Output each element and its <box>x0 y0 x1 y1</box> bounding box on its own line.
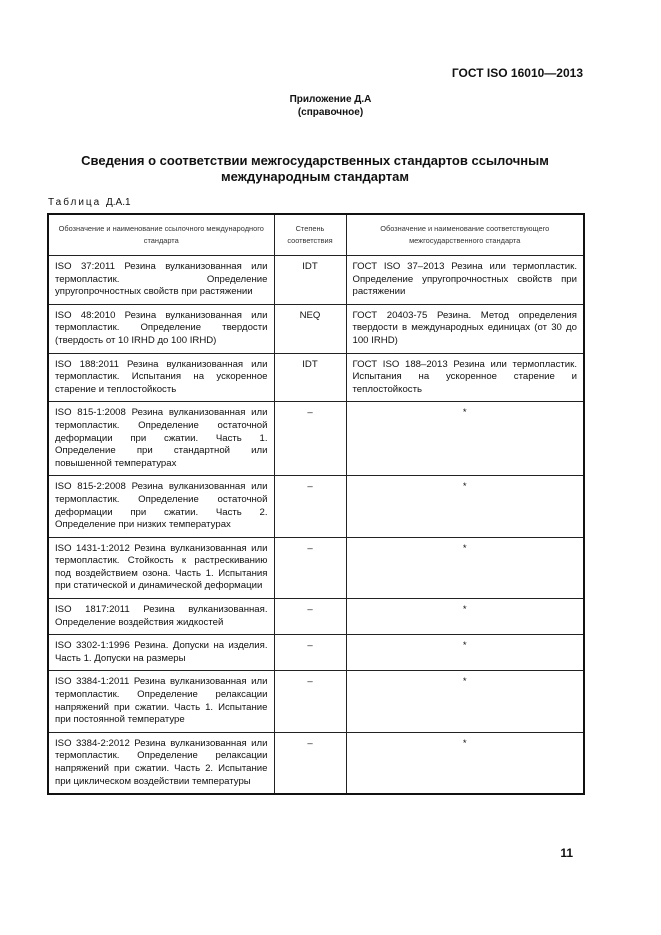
degree-cell: – <box>274 732 346 794</box>
degree-cell: – <box>274 537 346 598</box>
degree-cell: IDT <box>274 256 346 305</box>
table-row <box>48 537 584 598</box>
degree-cell: – <box>274 599 346 635</box>
intl-standard-cell: ISO 815-2:2008 Резина вулканизованная или термопластик. Определение остаточной деформации при сжатии. Часть 2. Определение при низких температурах <box>48 476 274 537</box>
degree-cell: NEQ <box>274 304 346 353</box>
intl-standard-cell: ISO 3384-1:2011 Резина вулканизованная или термопластик. Определение релаксации напряжений при сжатии. Часть 1. Испытание при постоянной температуре <box>48 671 274 732</box>
degree-cell: – <box>274 671 346 732</box>
header-intl-standard: Обозначение и наименование ссылочного международного стандарта <box>48 214 274 256</box>
header-national-standard: Обозначение и наименование соответствующего межгосударственного стандарта <box>346 214 584 256</box>
header-degree: Степень соответствия <box>274 214 346 256</box>
table-caption-word: Таблица <box>48 197 102 208</box>
national-standard-cell: * <box>346 635 584 671</box>
national-standard-cell: ГОСТ 20403-75 Резина. Метод определения твердости в международных единицах (от 30 до 100 IRHD) <box>346 304 584 353</box>
table-row <box>48 353 584 402</box>
national-standard-cell: ГОСТ ISO 37–2013 Резина или термопластик. Определение упругопрочностных свойств при растяжении <box>346 256 584 305</box>
table-header-row <box>48 214 584 256</box>
correspondence-table <box>47 213 585 795</box>
intl-standard-cell: ISO 37:2011 Резина вулканизованная или термопластик. Определение упругопрочностных свойств при растяжении <box>48 256 274 305</box>
document-title: Сведения о соответствии межгосударственных стандартов ссылочным международным стандартам <box>81 153 549 184</box>
degree-cell: – <box>274 635 346 671</box>
national-standard-cell: * <box>346 402 584 476</box>
table-row <box>48 599 584 635</box>
intl-standard-cell: ISO 1431-1:2012 Резина вулканизованная или термопластик. Стойкость к растрескиванию под воздействием озона. Часть 1. Испытания при статической и динамической деформации <box>48 537 274 598</box>
degree-cell: IDT <box>274 353 346 402</box>
table-caption <box>48 197 131 208</box>
page-number: 11 <box>560 846 573 860</box>
intl-standard-cell: ISO 188:2011 Резина вулканизованная или термопластик. Испытания на ускоренное старение и теплостойкость <box>48 353 274 402</box>
national-standard-cell: * <box>346 732 584 794</box>
intl-standard-cell: ISO 3384-2:2012 Резина вулканизованная или термопластик. Определение релаксации напряжений при сжатии. Часть 2. Испытание при циклическом воздействии температуры <box>48 732 274 794</box>
degree-cell: – <box>274 402 346 476</box>
table-row <box>48 256 584 305</box>
table-row <box>48 402 584 476</box>
national-standard-cell: * <box>346 537 584 598</box>
standard-id: ГОСТ ISO 16010—2013 <box>451 66 583 80</box>
table-row <box>48 476 584 537</box>
appendix-subtitle: (справочное) <box>297 107 364 118</box>
national-standard-cell: * <box>346 671 584 732</box>
table-row <box>48 671 584 732</box>
table-row <box>48 635 584 671</box>
intl-standard-cell: ISO 48:2010 Резина вулканизованная или термопластик. Определение твердости (твердость от 10 IRHD до 100 IRHD) <box>48 304 274 353</box>
table-row <box>48 732 584 794</box>
intl-standard-cell: ISO 815-1:2008 Резина вулканизованная или термопластик. Определение остаточной деформации при сжатии. Часть 1. Определение при стандартной или повышенной температурах <box>48 402 274 476</box>
degree-cell: – <box>274 476 346 537</box>
appendix-heading <box>0 93 661 119</box>
national-standard-cell: * <box>346 599 584 635</box>
intl-standard-cell: ISO 3302-1:1996 Резина. Допуски на изделия. Часть 1. Допуски на размеры <box>48 635 274 671</box>
appendix-title: Приложение Д.А <box>289 94 372 105</box>
intl-standard-cell: ISO 1817:2011 Резина вулканизованная. Определение воздействия жидкостей <box>48 599 274 635</box>
national-standard-cell: ГОСТ ISO 188–2013 Резина или термопластик. Испытания на ускоренное старение и теплостойкость <box>346 353 584 402</box>
table-row <box>48 304 584 353</box>
table-caption-number: Д.А.1 <box>106 197 131 208</box>
national-standard-cell: * <box>346 476 584 537</box>
